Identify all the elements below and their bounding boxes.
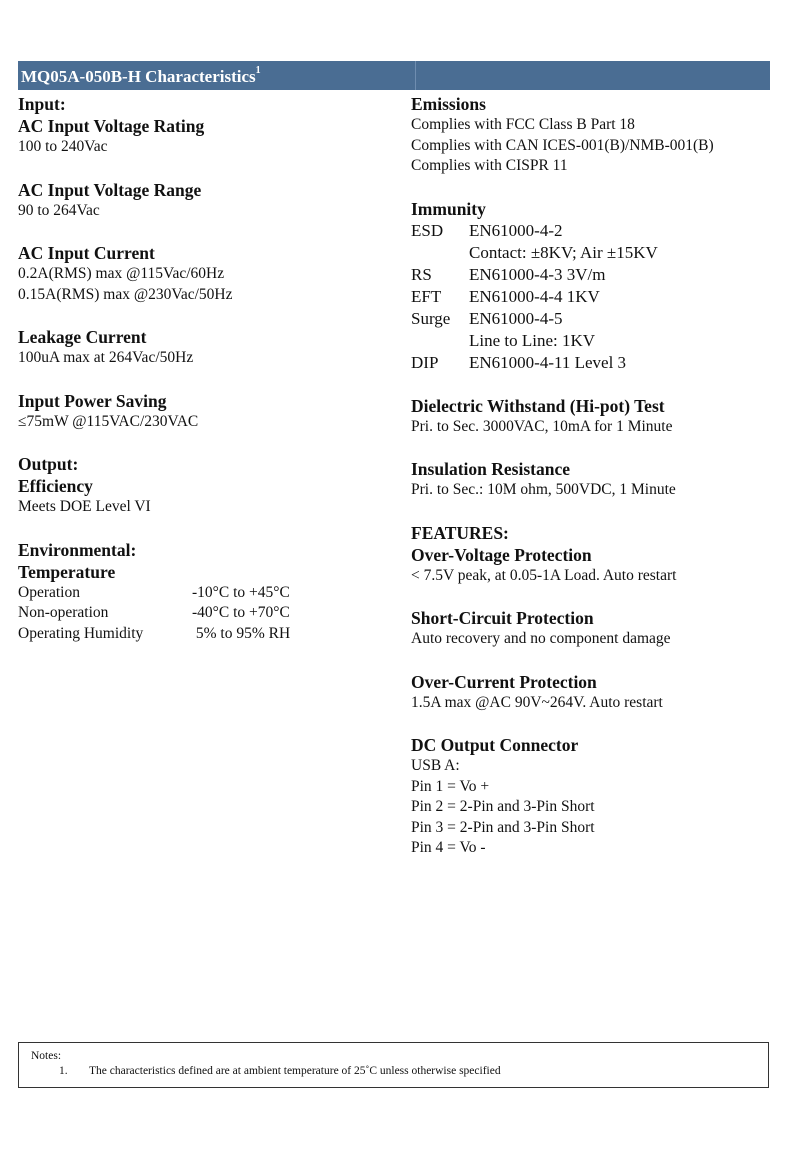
immunity-value: EN61000-4-11 Level 3 <box>469 352 627 372</box>
environmental-heading: Environmental: <box>18 539 137 560</box>
ac-range-value: 90 to 264Vac <box>18 201 100 219</box>
notes-title: Notes: <box>31 1050 62 1062</box>
immunity-row <box>411 330 781 352</box>
dielectric-heading: Dielectric Withstand (Hi-pot) Test <box>411 395 665 416</box>
ac-rating-value: 100 to 240Vac <box>18 138 108 155</box>
temperature-heading: Temperature <box>18 561 116 582</box>
input-heading: Input: <box>18 94 66 114</box>
ac-current-line: 0.15A(RMS) max @230Vac/50Hz <box>18 285 233 303</box>
environment-label: Operating Humidity <box>18 624 144 642</box>
ovp-value: < 7.5V peak, at 0.05-1A Load. Auto restart <box>411 566 677 584</box>
immunity-value: EN61000-4-2 <box>469 220 563 240</box>
dc-connector-line: Pin 1 = Vo + <box>411 777 490 795</box>
ocp-heading: Over-Current Protection <box>411 671 597 692</box>
immunity-row <box>411 264 781 286</box>
notes-box <box>18 1042 769 1088</box>
dc-connector-line: Pin 2 = 2-Pin and 3-Pin Short <box>411 798 595 815</box>
emissions-line: Complies with CISPR 11 <box>411 157 568 174</box>
immunity-row <box>411 352 781 374</box>
left-column <box>18 93 388 644</box>
note-index: 1. <box>59 1065 68 1077</box>
power-saving-value: ≤75mW @115VAC/230VAC <box>18 412 199 430</box>
right-column <box>411 93 781 859</box>
ac-range-heading: AC Input Voltage Range <box>18 179 202 200</box>
efficiency-value: Meets DOE Level VI <box>18 498 151 515</box>
dc-connector-line: Pin 3 = 2-Pin and 3-Pin Short <box>411 818 595 836</box>
note-text: The characteristics defined are at ambient temperature of 25˚C unless otherwise specified <box>89 1065 501 1077</box>
ocp-value: 1.5A max @AC 90V~264V. Auto restart <box>411 693 663 711</box>
emissions-line: Complies with FCC Class B Part 18 <box>411 116 635 133</box>
environment-value: -40°C to +70°C <box>192 604 290 621</box>
immunity-label: RS <box>411 264 432 284</box>
immunity-label: DIP <box>411 352 439 372</box>
dc-connector-heading: DC Output Connector <box>411 735 579 755</box>
efficiency-heading: Efficiency <box>18 476 93 496</box>
header-divider <box>415 61 416 90</box>
environment-label: Operation <box>18 583 80 601</box>
immunity-label: ESD <box>411 220 444 240</box>
output-heading: Output: <box>18 454 79 474</box>
scp-value: Auto recovery and no component damage <box>411 630 671 647</box>
dielectric-value: Pri. to Sec. 3000VAC, 10mA for 1 Minute <box>411 417 673 435</box>
environment-row <box>18 583 388 604</box>
immunity-label <box>411 330 469 352</box>
immunity-row <box>411 286 781 308</box>
immunity-value: Contact: ±8KV; Air ±15KV <box>469 242 658 262</box>
scp-heading: Short-Circuit Protection <box>411 608 594 628</box>
dc-connector-line: USB A: <box>411 757 460 774</box>
leakage-heading: Leakage Current <box>18 327 147 347</box>
ac-current-heading: AC Input Current <box>18 243 155 263</box>
header-title: MQ05A-050B-H Characteristics$^1$ <box>21 65 261 86</box>
environment-label: Non-operation <box>18 604 109 621</box>
features-heading: FEATURES: <box>411 522 509 543</box>
immunity-row <box>411 242 781 264</box>
immunity-label <box>411 242 469 264</box>
leakage-value: 100uA max at 264Vac/50Hz <box>18 349 194 366</box>
ac-current-line: 0.2A(RMS) max @115Vac/60Hz <box>18 265 225 282</box>
ac-rating-heading: AC Input Voltage Rating <box>18 116 205 136</box>
insulation-value: Pri. to Sec.: 10M ohm, 500VDC, 1 Minute <box>411 481 676 498</box>
power-saving-heading: Input Power Saving <box>18 390 167 411</box>
environment-value: -10°C to +45°C <box>192 583 290 601</box>
immunity-label: Surge <box>411 308 451 328</box>
dc-connector-line: Pin 4 = Vo - <box>411 839 486 856</box>
immunity-value: EN61000-4-3 3V/m <box>469 264 606 284</box>
emissions-heading: Emissions <box>411 94 486 114</box>
ovp-heading: Over-Voltage Protection <box>411 544 592 565</box>
immunity-value: Line to Line: 1KV <box>469 330 596 350</box>
immunity-value: EN61000-4-5 <box>469 308 563 328</box>
immunity-value: EN61000-4-4 1KV <box>469 286 600 306</box>
footnote-marker: 1 <box>255 65 261 76</box>
environment-value: 5% to 95% RH <box>192 624 291 642</box>
environment-row <box>18 603 388 624</box>
immunity-heading: Immunity <box>411 198 486 219</box>
insulation-heading: Insulation Resistance <box>411 459 570 479</box>
immunity-row <box>411 308 781 330</box>
immunity-label: EFT <box>411 286 442 306</box>
characteristics-header <box>18 61 770 90</box>
emissions-line: Complies with CAN ICES-001(B)/NMB-001(B) <box>411 136 714 154</box>
immunity-row <box>411 220 781 242</box>
environment-row <box>18 624 388 645</box>
